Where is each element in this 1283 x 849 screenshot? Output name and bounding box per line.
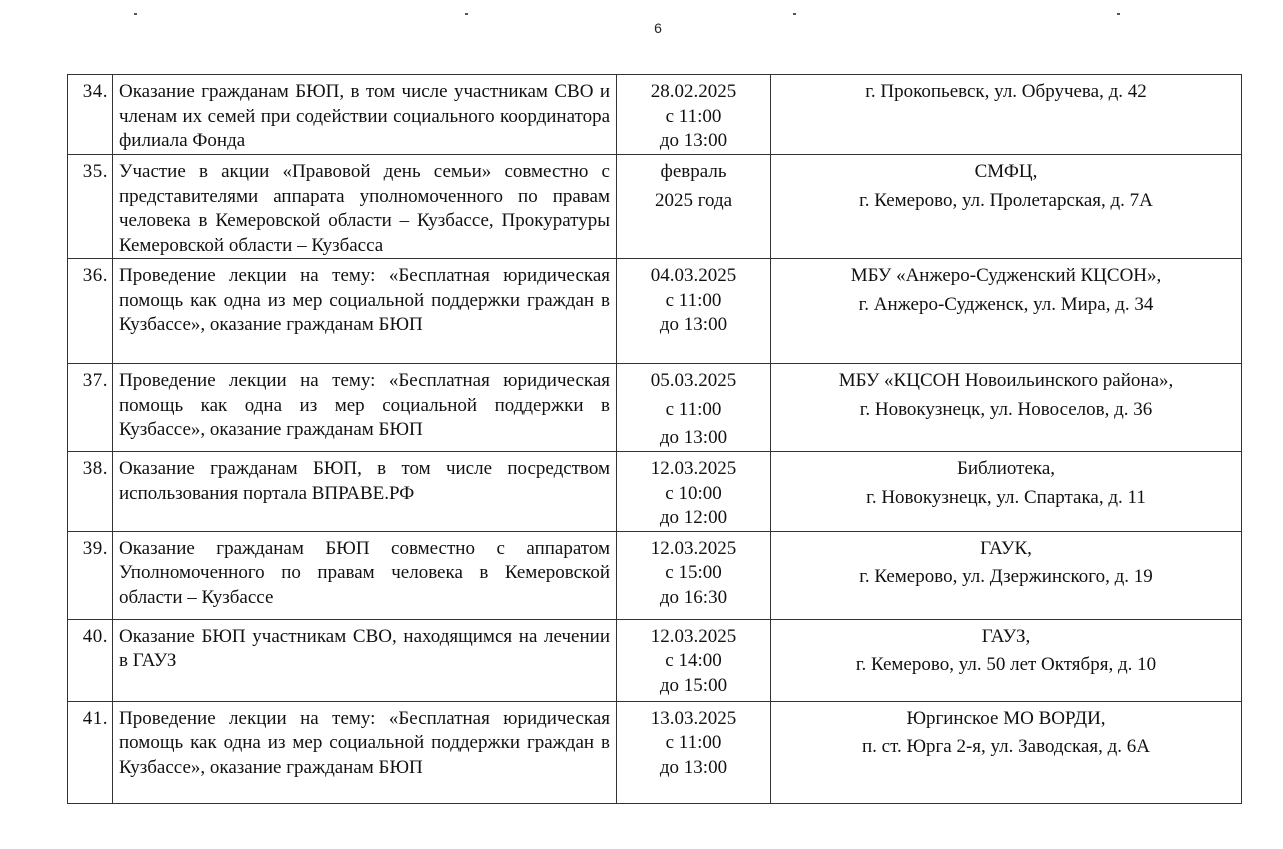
event-date-time bbox=[617, 531, 771, 619]
event-time-start: с 14:00 bbox=[665, 650, 722, 671]
event-description: Проведение лекции на тему: «Бесплатная юридическая помощь как одна из мер социальной поддержки в Кузбассе», оказание гражданам БЮП bbox=[113, 364, 617, 452]
table-row bbox=[68, 364, 1242, 452]
row-number: 41. bbox=[68, 701, 113, 803]
page-number: 6 bbox=[654, 20, 662, 36]
location-address: г. Прокопьевск, ул. Обручева, д. 42 bbox=[865, 81, 1147, 102]
event-date: 05.03.2025 bbox=[650, 370, 737, 391]
events-schedule-table bbox=[67, 74, 1242, 804]
event-date: 13.03.2025 bbox=[650, 707, 737, 729]
location-address: г. Кемерово, ул. Дзержинского, д. 19 bbox=[859, 566, 1153, 587]
location-address: г. Кемерово, ул. 50 лет Октября, д. 10 bbox=[855, 654, 1157, 675]
location-name: ГАУК, bbox=[980, 537, 1032, 559]
event-date-time bbox=[617, 75, 771, 155]
location-name: МБУ «Анжеро-Судженский КЦСОН», bbox=[850, 265, 1162, 286]
event-location bbox=[771, 452, 1242, 532]
event-time-start: с 11:00 bbox=[665, 732, 722, 753]
event-date-time bbox=[617, 155, 771, 259]
table-row bbox=[68, 619, 1242, 701]
row-number: 36. bbox=[68, 259, 113, 364]
event-location bbox=[771, 619, 1242, 701]
location-address: г. Новокузнецк, ул. Новоселов, д. 36 bbox=[859, 398, 1153, 420]
row-number: 38. bbox=[68, 452, 113, 532]
location-name: Библиотека, bbox=[956, 458, 1056, 479]
event-date: 12.03.2025 bbox=[650, 537, 737, 559]
event-time-end: до 16:30 bbox=[659, 586, 728, 608]
table-row bbox=[68, 155, 1242, 259]
event-time-end: до 12:00 bbox=[659, 507, 728, 528]
location-address: г. Кемерово, ул. Пролетарская, д. 7А bbox=[859, 189, 1153, 211]
event-time-start: с 15:00 bbox=[665, 562, 722, 583]
event-description: Оказание БЮП участникам СВО, находящимся на лечении в ГАУЗ bbox=[113, 619, 617, 701]
table-row bbox=[68, 75, 1242, 155]
location-name: ГАУЗ, bbox=[981, 625, 1031, 647]
row-number: 34. bbox=[68, 75, 113, 155]
event-description: Проведение лекции на тему: «Бесплатная юридическая помощь как одна из мер социальной поддержки граждан в Кузбассе», оказание гражданам БЮП bbox=[113, 701, 617, 803]
event-time-end: до 15:00 bbox=[659, 674, 728, 696]
event-date-time bbox=[617, 619, 771, 701]
event-location bbox=[771, 259, 1242, 364]
table-row bbox=[68, 531, 1242, 619]
event-time-start: с 11:00 bbox=[665, 398, 722, 420]
location-name: МБУ «КЦСОН Новоильинского района», bbox=[838, 370, 1174, 391]
event-date: 28.02.2025 bbox=[650, 81, 737, 102]
table-row bbox=[68, 259, 1242, 364]
event-date: 12.03.2025 bbox=[650, 625, 737, 647]
event-description: Оказание гражданам БЮП совместно с аппаратом Уполномоченного по правам человека в Кемеровской области – Кузбассе bbox=[113, 531, 617, 619]
scan-speck bbox=[793, 13, 796, 15]
event-location bbox=[771, 701, 1242, 803]
event-time-start: с 11:00 bbox=[665, 105, 722, 127]
event-time-start: с 10:00 bbox=[665, 482, 722, 504]
location-address: г. Анжеро-Судженск, ул. Мира, д. 34 bbox=[858, 293, 1154, 315]
event-location bbox=[771, 531, 1242, 619]
location-name: Юргинское МО ВОРДИ, bbox=[906, 707, 1106, 729]
event-location bbox=[771, 364, 1242, 452]
row-number: 35. bbox=[68, 155, 113, 259]
event-description: Участие в акции «Правовой день семьи» совместно с представителями аппарата уполномоченного по правам человека в Кемеровской области – Кузбассе, Прокуратуры Кемеровской области – Кузбасса bbox=[113, 155, 617, 259]
event-location bbox=[771, 155, 1242, 259]
event-date-time bbox=[617, 452, 771, 532]
event-time-end: до 13:00 bbox=[659, 756, 728, 778]
location-address: г. Новокузнецк, ул. Спартака, д. 11 bbox=[866, 486, 1146, 508]
scan-speck bbox=[134, 13, 137, 15]
row-number: 39. bbox=[68, 531, 113, 619]
location-name: СМФЦ, bbox=[974, 161, 1038, 182]
event-location bbox=[771, 75, 1242, 155]
row-number: 40. bbox=[68, 619, 113, 701]
event-description: Оказание гражданам БЮП, в том числе посредством использования портала ВПРАВЕ.РФ bbox=[113, 452, 617, 532]
event-year: 2025 года bbox=[654, 189, 733, 211]
event-date-time bbox=[617, 259, 771, 364]
event-description: Проведение лекции на тему: «Бесплатная юридическая помощь как одна из мер социальной поддержки граждан в Кузбассе», оказание гражданам БЮП bbox=[113, 259, 617, 364]
event-date: 12.03.2025 bbox=[650, 458, 737, 479]
table-row bbox=[68, 701, 1242, 803]
table-row bbox=[68, 452, 1242, 532]
event-date: 04.03.2025 bbox=[650, 265, 737, 286]
event-time-start: с 11:00 bbox=[665, 289, 722, 311]
event-date: февраль bbox=[660, 161, 727, 182]
event-date-time bbox=[617, 701, 771, 803]
scan-speck bbox=[1117, 13, 1120, 15]
event-time-end: до 13:00 bbox=[659, 130, 728, 151]
scan-speck bbox=[465, 13, 468, 15]
event-time-end: до 13:00 bbox=[659, 314, 728, 335]
event-time-end: до 13:00 bbox=[659, 427, 728, 448]
event-date-time bbox=[617, 364, 771, 452]
event-description: Оказание гражданам БЮП, в том числе участникам СВО и членам их семей при содействии социального координатора филиала Фонда bbox=[113, 75, 617, 155]
row-number: 37. bbox=[68, 364, 113, 452]
location-address: п. ст. Юрга 2-я, ул. Заводская, д. 6А bbox=[861, 736, 1151, 757]
